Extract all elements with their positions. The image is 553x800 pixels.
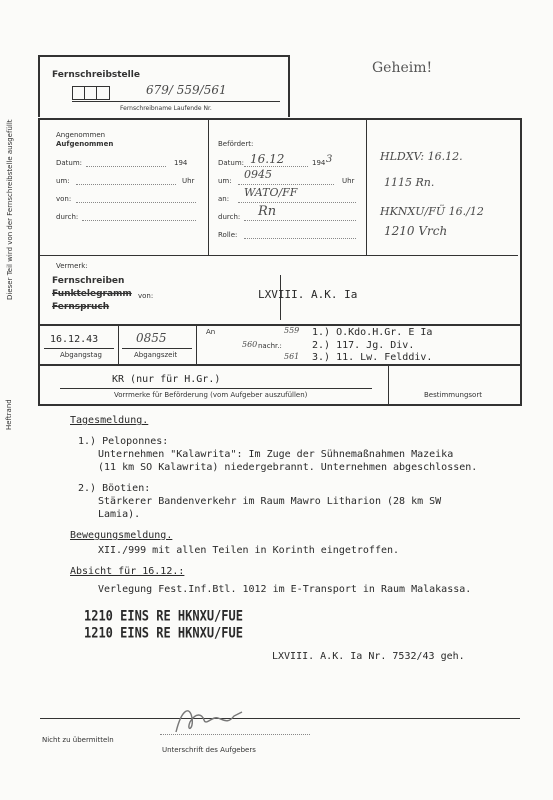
number-caption: Fernschreibname Laufende Nr.	[120, 105, 212, 112]
number-boxes	[72, 86, 110, 100]
signature-stroke	[176, 711, 242, 732]
item-1-line-2: (11 km SO Kalawrita) niedergebrannt. Unternehmen abgeschlossen.	[98, 462, 478, 473]
forwarded-uhr: Uhr	[342, 177, 355, 185]
forwarded-by-label: durch:	[218, 213, 241, 221]
item-1-title: 1.) Peloponnes:	[78, 436, 169, 447]
forwarded-title: Befördert:	[218, 140, 254, 148]
receipt-stamp-2: 1210 EINS RE HKNXU/FUE	[84, 624, 243, 642]
recipient-1: 1.) O.Kdo.H.Gr. E Ia	[312, 327, 433, 338]
item-2-line-2: Lamia).	[98, 509, 141, 520]
forwarded-by: Rn	[258, 204, 277, 219]
message-type-phone: Fernspruch	[52, 302, 110, 312]
received-title: Angenommen	[56, 131, 106, 139]
forwarded-year: 194	[312, 159, 326, 167]
received-from-label: von:	[56, 195, 72, 203]
dispatch-num-2: 560	[242, 340, 258, 349]
received-time-label: um:	[56, 177, 70, 185]
note-line-3: HKNXU/FÜ 16./12	[380, 205, 484, 218]
vermerk-label: Vermerk:	[56, 262, 88, 270]
movement-line: XII./999 mit allen Teilen in Korinth eingetroffen.	[98, 545, 400, 556]
destination-label: Bestimmungsort	[424, 391, 482, 399]
dispatch-day-label: Abgangstag	[60, 351, 102, 359]
received-date-label: Datum:	[56, 159, 83, 167]
priority-label: Vorrmerke für Beförderung (vom Aufgeber auszufüllen)	[114, 391, 308, 399]
note-line-2: 1115 Rn.	[384, 176, 435, 189]
dispatch-num-1: 559	[284, 326, 300, 335]
priority-value: KR (nur für H.Gr.)	[112, 374, 221, 385]
received-by-label: durch:	[56, 213, 79, 221]
message-type-telex: Fernschreiben	[52, 276, 125, 286]
recipient-3: 3.) 11. Lw. Felddiv.	[312, 352, 433, 363]
note-line-4: 1210 Vrch	[384, 224, 448, 238]
signoff: LXVIII. A.K. Ia Nr. 7532/43 geh.	[272, 651, 465, 662]
forwarded-date: 16.12	[250, 152, 285, 166]
signature-mark	[172, 702, 252, 738]
dispatch-time: 0855	[136, 331, 167, 345]
intent-line: Verlegung Fest.Inf.Btl. 1012 im E-Transport in Raum Malakassa.	[98, 584, 472, 595]
forwarded-time-label: um:	[218, 177, 232, 185]
item-1-line-1: Unternehmen "Kalawrita": Im Zuge der Sühnemaßnahmen Mazeika	[98, 449, 454, 460]
dispatch-cc-label: nachr.:	[258, 342, 282, 350]
priority-frame	[38, 364, 522, 406]
side-note: Dieser Teil wird von der Fernschreibstelle ausgefüllt	[6, 119, 14, 300]
forwarded-year-suffix: 3	[326, 154, 333, 165]
forwarded-role-label: Rolle:	[218, 231, 238, 239]
serial-number: 679/ 559/561	[146, 83, 227, 97]
received-title-2: Aufgenommen	[56, 140, 114, 148]
heading-intent: Absicht für 16.12.:	[70, 566, 185, 577]
recipient-2: 2.) 117. Jg. Div.	[312, 340, 415, 351]
item-2-line-1: Stärkerer Bandenverkehr im Raum Mawro Litharion (28 km SW	[98, 496, 442, 507]
sender-value: LXVIII. A.K. Ia	[258, 288, 358, 301]
forwarded-time: 0945	[244, 168, 272, 181]
signature-caption: Unterschrift des Aufgebers	[162, 746, 256, 754]
do-not-transmit-label: Nicht zu übermitteln	[42, 736, 114, 744]
dispatch-time-label: Abgangszeit	[134, 351, 178, 359]
sender-label: von:	[138, 292, 154, 300]
note-line-1: HLDXV: 16.12.	[380, 150, 463, 163]
heading-movement-report: Bewegungsmeldung.	[70, 530, 173, 541]
received-uhr: Uhr	[182, 177, 195, 185]
forwarded-to: WATO/FF	[244, 186, 298, 199]
dispatch-day: 16.12.43	[50, 334, 99, 345]
station-title: Fernschreibstelle	[52, 70, 140, 80]
message-type-radio: Funktelegramm	[52, 289, 132, 299]
dispatch-num-3: 561	[284, 352, 300, 361]
receipt-stamp-1: 1210 EINS RE HKNXU/FUE	[84, 607, 243, 625]
forwarded-to-label: an:	[218, 195, 230, 203]
dispatch-to-label: An	[206, 328, 216, 336]
heading-daily-report: Tagesmeldung.	[70, 415, 149, 426]
item-2-title: 2.) Böotien:	[78, 483, 151, 494]
forwarded-date-label: Datum:	[218, 159, 245, 167]
received-year: 194	[174, 159, 188, 167]
heftrand-label: Heftrand	[5, 399, 13, 430]
secret-stamp: Geheim!	[372, 60, 433, 76]
